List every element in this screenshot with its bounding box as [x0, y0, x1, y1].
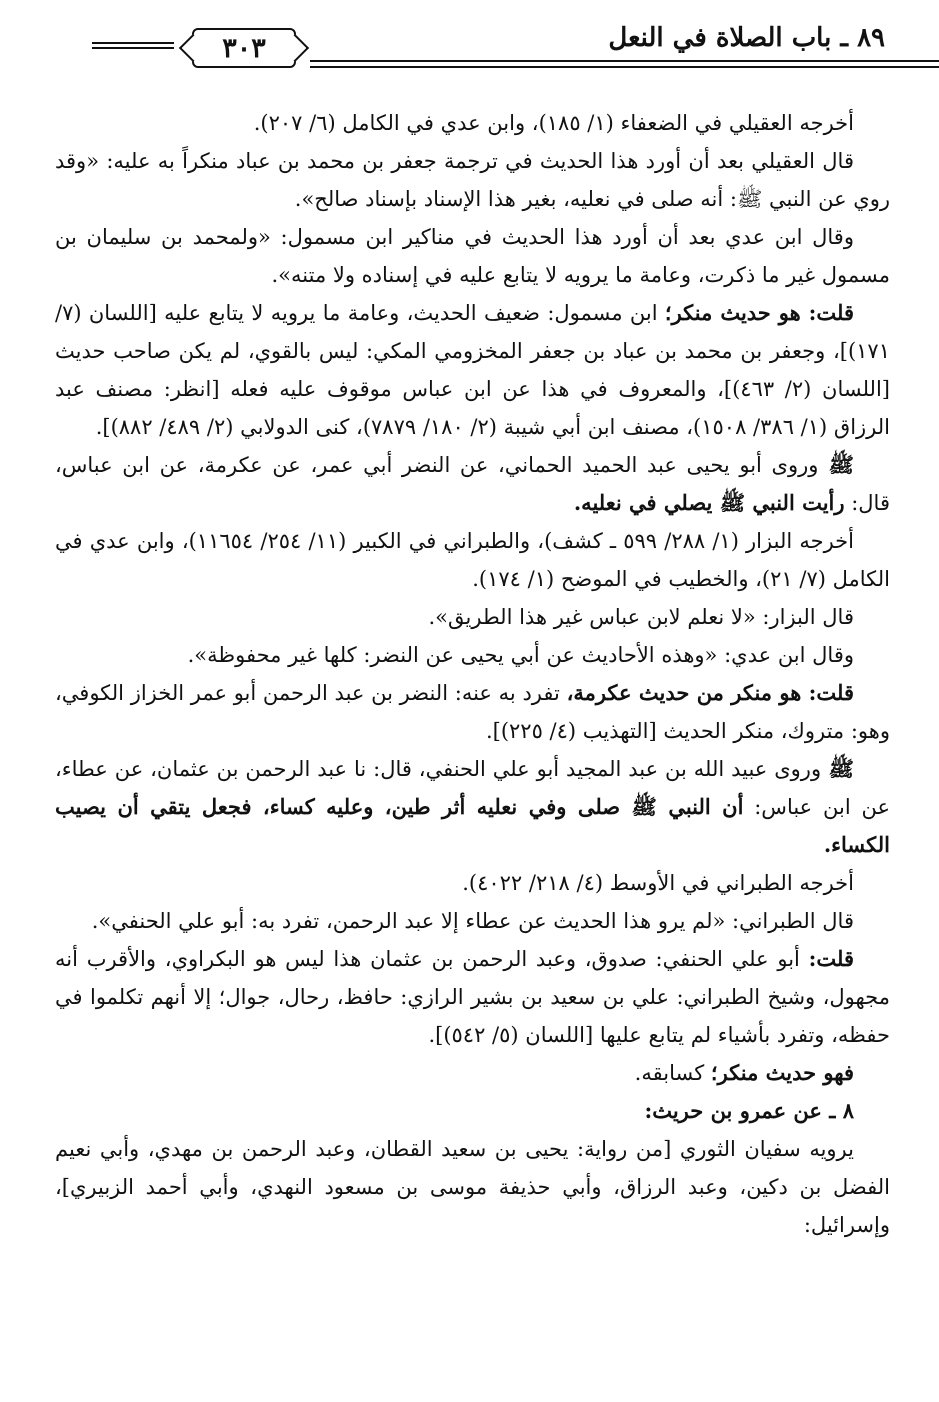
paragraph	[55, 902, 890, 940]
paragraph	[55, 598, 890, 636]
bullet-mark: ﷺ	[821, 756, 854, 781]
text-run: قال العقيلي بعد أن أورد هذا الحديث في ترجمة جعفر بن محمد بن عباد منكراً به عليه: «وقد روي عن النبي ﷺ: أنه صلى في نعليه، بغير هذا الإسناد بإسناد صالح».	[55, 149, 890, 211]
page-number-badge	[192, 28, 296, 68]
text-run: أخرجه العقيلي في الضعفاء (١/ ١٨٥)، وابن عدي في الكامل (٦/ ٢٠٧).	[253, 111, 854, 135]
paragraph	[55, 1054, 890, 1092]
text-run: وروى عبيد الله بن عبد المجيد أبو علي الحنفي، قال: نا عبد الرحمن بن عثمان، عن عطاء، عن ابن عباس:	[55, 757, 890, 819]
bold-text: أن النبي ﷺ صلى وفي نعليه أثر طين، وعليه كساء، فجعل يتقي أن يصيب الكساء.	[55, 794, 890, 857]
text-run: أخرجه البزار (١/ ٢٨٨/ ٥٩٩ ـ كشف)، والطبراني في الكبير (١١/ ٢٥٤/ ١١٦٥٤)، وابن عدي في الكامل (٧/ ٢١)، والخطيب في الموضح (١/ ١٧٤).	[55, 529, 890, 591]
chapter-title: ٨٩ ـ باب الصلاة في النعل	[608, 23, 885, 53]
paragraph	[55, 446, 890, 522]
bold-text: ٨ ـ عن عمرو بن حريث:	[644, 1098, 854, 1123]
bold-text: رأيت النبي ﷺ يصلي في نعليه.	[573, 490, 845, 515]
text-run: وقال ابن عدي: «وهذه الأحاديث عن أبي يحيى عن النضر: كلها غير محفوظة».	[187, 643, 854, 667]
paragraph	[55, 864, 890, 902]
bold-text: قلت:	[808, 946, 854, 971]
header-rule-left	[92, 42, 174, 49]
text-run: وقال ابن عدي بعد أن أورد هذا الحديث في مناكير ابن مسمول: «ولمحمد بن سليمان بن مسمول غير ما ذكرت، وعامة ما يرويه لا يتابع عليه في إسناده ولا متنه».	[55, 225, 890, 287]
paragraph	[55, 294, 890, 446]
text-run: أخرجه الطبراني في الأوسط (٤/ ٢١٨/ ٤٠٢٢).	[462, 871, 854, 895]
paragraph	[55, 1092, 890, 1130]
text-run: أبو علي الحنفي: صدوق، وعبد الرحمن بن عثمان هذا ليس هو البكراوي، والأقرب أنه مجهول، وشيخ الطبراني: علي بن سعيد بن بشير الرازي: حافظ، رحال، جوال؛ إلا أنهم تكلموا في حفظه، وتفرد بأشياء لم يتابع عليها [اللسان (٥/ ٥٤٢)].	[55, 947, 890, 1047]
page-number: ٣٠٣	[222, 32, 266, 64]
paragraph	[55, 104, 890, 142]
bold-text: فهو حديث منكر؛	[710, 1060, 854, 1085]
bold-text: قلت: هو منكر من حديث عكرمة،	[566, 680, 854, 705]
paragraph	[55, 1130, 890, 1244]
text-run: كسابقه.	[634, 1061, 711, 1085]
text-run: وروى أبو يحيى عبد الحميد الحماني، عن النضر أبي عمر، عن عكرمة، عن ابن عباس، قال:	[55, 453, 890, 515]
text-run: يرويه سفيان الثوري [من رواية: يحيى بن سعيد القطان، وعبد الرحمن بن مهدي، وأبي نعيم الفضل بن دكين، وعبد الرزاق، وأبي حذيفة موسى بن مسعود النهدي، وأبي أحمد الزبيري]، وإسرائيل:	[55, 1137, 890, 1237]
text-run: تفرد به عنه: النضر بن عبد الرحمن أبو عمر الخزاز الكوفي، وهو: متروك، منكر الحديث [التهذيب (٤/ ٢٢٥)].	[55, 681, 890, 743]
paragraph	[55, 674, 890, 750]
bullet-mark: ﷺ	[818, 452, 854, 477]
paragraph	[55, 218, 890, 294]
paragraph	[55, 940, 890, 1054]
paragraph	[55, 522, 890, 598]
paragraph	[55, 750, 890, 864]
text-run: قال البزار: «لا نعلم لابن عباس غير هذا الطريق».	[428, 605, 854, 629]
paragraph	[55, 636, 890, 674]
page-header	[70, 20, 885, 100]
bold-text: قلت: هو حديث منكر؛	[664, 300, 854, 325]
page-body	[55, 104, 890, 1244]
paragraph	[55, 142, 890, 218]
text-run: قال الطبراني: «لم يرو هذا الحديث عن عطاء إلا عبد الرحمن، تفرد به: أبو علي الحنفي».	[91, 909, 854, 933]
text-run: ابن مسمول: ضعيف الحديث، وعامة ما يرويه لا يتابع عليه [اللسان (٧/ ١٧١)]، وجعفر بن محمد بن عباد بن جعفر المخزومي المكي: ليس بالقوي، لم يكن صاحب حديث [اللسان (٢/ ٤٦٣)]، والمعروف في هذا عن ابن عباس موقوف عليه فعله [انظر: مصنف عبد الرزاق (١/ ٣٨٦/ ١٥٠٨)، مصنف ابن أبي شيبة (٢/ ١٨٠/ ٧٨٧٩)، كنى الدولابي (٢/ ٤٨٩/ ٨٨٢)].	[55, 301, 890, 439]
header-rule-right	[310, 60, 939, 68]
